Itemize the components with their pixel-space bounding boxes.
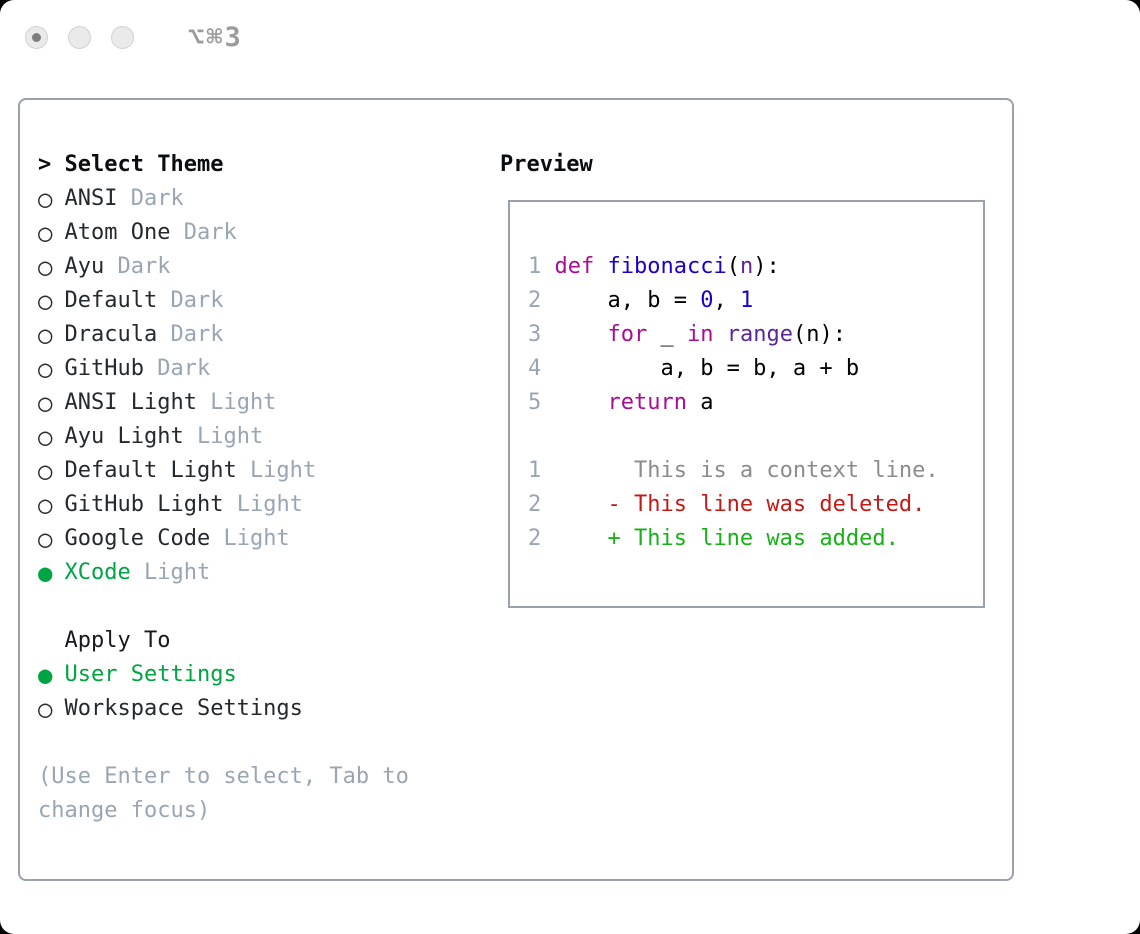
radio-unselected-icon: ○	[38, 389, 53, 417]
line-number: 4	[528, 356, 542, 381]
code-token	[713, 322, 726, 347]
apply-to-header	[38, 624, 409, 658]
theme-item-variant-tag: Dark	[170, 322, 224, 347]
traffic-light-zoom[interactable]	[111, 26, 134, 49]
theme-item-variant-tag: Dark	[183, 220, 237, 245]
traffic-light-minimize[interactable]	[68, 26, 91, 49]
apply-option-label: Workspace Settings	[64, 696, 303, 721]
code-token: def	[554, 254, 595, 279]
line-number: 3	[528, 322, 542, 347]
theme-item-variant-tag: Light	[249, 458, 317, 483]
traffic-light-close[interactable]	[25, 26, 48, 49]
preview-code-line	[528, 488, 983, 522]
preview-code-line	[528, 352, 983, 386]
theme-item-label: XCode	[64, 560, 131, 585]
code-token: This is a context line.	[554, 458, 939, 483]
line-number: 1	[528, 254, 542, 279]
code-token: + This line was added.	[554, 526, 899, 551]
theme-select-column	[38, 148, 409, 828]
preview-code-line	[528, 454, 983, 488]
theme-list	[38, 182, 409, 590]
code-token: a, b =	[554, 288, 701, 313]
radio-unselected-icon: ○	[38, 219, 53, 247]
theme-item-variant-tag: Light	[223, 526, 290, 551]
theme-item-variant-tag: Light	[196, 424, 264, 449]
radio-unselected-icon: ○	[38, 457, 53, 485]
apply-to-options	[38, 658, 409, 726]
apply-option-workspace-settings[interactable]	[38, 692, 409, 726]
theme-item-label: Default Light	[64, 458, 237, 483]
code-token: (	[726, 254, 740, 279]
theme-item-ayu[interactable]	[38, 250, 409, 284]
code-token: (n):	[792, 322, 846, 347]
code-token: n	[739, 254, 754, 279]
theme-item-variant-tag: Dark	[117, 254, 171, 279]
theme-item-label: ANSI	[64, 186, 118, 211]
apply-to-title: Apply To	[64, 628, 171, 653]
theme-item-xcode[interactable]	[38, 556, 409, 590]
theme-item-variant-tag: Light	[236, 492, 303, 517]
theme-item-variant-tag: Light	[210, 390, 277, 415]
code-token: return	[607, 390, 687, 415]
traffic-light-dot-icon	[32, 33, 41, 42]
spacer	[38, 590, 409, 624]
preview-code	[528, 250, 983, 556]
theme-item-atom-one[interactable]	[38, 216, 409, 250]
theme-item-variant-tag: Dark	[157, 356, 211, 381]
line-number: 2	[528, 288, 542, 313]
apply-option-user-settings[interactable]	[38, 658, 409, 692]
radio-selected-icon: ●	[38, 559, 53, 587]
code-token: in	[686, 322, 714, 347]
radio-unselected-icon: ○	[38, 355, 53, 383]
code-token: fibonacci	[607, 254, 727, 279]
theme-item-google-code[interactable]	[38, 522, 409, 556]
theme-item-label: Default	[64, 288, 158, 313]
code-token: a, b = b, a + b	[554, 356, 860, 381]
preview-header: Preview	[500, 152, 593, 177]
radio-unselected-icon: ○	[38, 321, 53, 349]
preview-box	[508, 200, 985, 608]
radio-unselected-icon: ○	[38, 287, 53, 315]
line-number: 2	[528, 492, 542, 517]
theme-item-label: Ayu Light	[64, 424, 184, 449]
main-panel	[18, 98, 1014, 881]
code-token: - This line was deleted.	[554, 492, 926, 517]
preview-code-line	[528, 522, 983, 556]
theme-item-ayu-light[interactable]	[38, 420, 409, 454]
code-token: 1	[739, 288, 754, 313]
code-token	[594, 254, 607, 279]
code-token: for	[607, 322, 648, 347]
radio-unselected-icon: ○	[38, 491, 53, 519]
preview-code-line	[528, 386, 983, 420]
line-number: 2	[528, 526, 542, 551]
code-token: ,	[713, 288, 740, 313]
help-text-line-1: (Use Enter to select, Tab to	[38, 764, 409, 789]
code-token: ):	[753, 254, 780, 279]
theme-item-github-light[interactable]	[38, 488, 409, 522]
preview-code-line	[528, 284, 983, 318]
radio-unselected-icon: ○	[38, 253, 53, 281]
theme-item-label: Google Code	[64, 526, 211, 551]
theme-item-label: ANSI Light	[64, 390, 197, 415]
theme-item-ansi[interactable]	[38, 182, 409, 216]
theme-item-variant-tag: Dark	[130, 186, 184, 211]
code-token: 0	[700, 288, 714, 313]
code-token	[555, 390, 608, 415]
radio-unselected-icon: ○	[38, 185, 53, 213]
theme-item-label: Atom One	[64, 220, 171, 245]
code-token	[555, 322, 608, 347]
theme-item-label: GitHub	[64, 356, 144, 381]
prompt-marker-icon: >	[38, 152, 52, 177]
theme-item-ansi-light[interactable]	[38, 386, 409, 420]
line-number: 5	[528, 390, 542, 415]
theme-item-variant-tag: Dark	[170, 288, 224, 313]
apply-option-label: User Settings	[64, 662, 237, 687]
theme-item-variant-tag: Light	[143, 560, 211, 585]
theme-item-default[interactable]	[38, 284, 409, 318]
code-token: range	[726, 322, 793, 347]
radio-unselected-icon: ○	[38, 423, 53, 451]
theme-item-dracula[interactable]	[38, 318, 409, 352]
radio-unselected-icon: ○	[38, 525, 53, 553]
help-text-line-2: change focus)	[38, 798, 211, 823]
window-shortcut-label: ⌥⌘3	[188, 22, 243, 53]
select-theme-header	[38, 148, 409, 182]
select-theme-title: Select Theme	[64, 152, 224, 177]
code-token: a	[686, 390, 714, 415]
theme-item-label: Dracula	[64, 322, 158, 347]
theme-item-label: Ayu	[64, 254, 105, 279]
theme-item-default-light[interactable]	[38, 454, 409, 488]
preview-code-line	[528, 250, 983, 284]
radio-unselected-icon: ○	[38, 695, 53, 723]
preview-code-line	[528, 420, 983, 454]
preview-code-line	[528, 318, 983, 352]
line-number: 1	[528, 458, 542, 483]
spacer	[38, 726, 409, 760]
code-token: _	[647, 322, 687, 347]
radio-selected-icon: ●	[38, 661, 53, 689]
theme-item-label: GitHub Light	[64, 492, 224, 517]
titlebar	[25, 22, 243, 53]
theme-item-github[interactable]	[38, 352, 409, 386]
